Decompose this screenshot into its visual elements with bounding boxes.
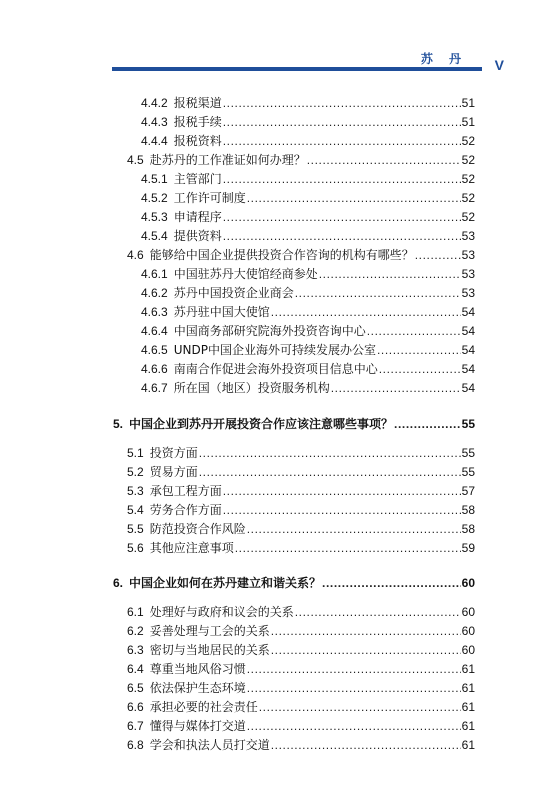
toc-entry[interactable] <box>127 464 475 480</box>
toc-entry-number: 6.6 <box>127 700 144 714</box>
toc-entry-page: 54 <box>461 305 475 319</box>
leader-dots <box>199 464 461 480</box>
toc-entry[interactable] <box>141 323 475 339</box>
leader-dots <box>367 323 461 339</box>
toc-entry-title: 防范投资合作风险 <box>149 522 246 536</box>
toc-entry-number: 4.4.4 <box>141 134 168 148</box>
toc-entry[interactable] <box>127 540 475 556</box>
toc-entry-title: 投资方面 <box>149 446 198 460</box>
leader-dots <box>235 540 461 556</box>
leader-dots <box>394 416 461 432</box>
leader-dots <box>295 604 461 620</box>
toc-entry[interactable] <box>127 152 475 168</box>
toc-entry[interactable] <box>127 483 475 499</box>
leader-dots <box>223 502 461 518</box>
toc-entry-title: 密切与当地居民的关系 <box>149 643 270 657</box>
toc-entry-page: 53 <box>461 229 475 243</box>
leader-dots <box>295 285 461 301</box>
leader-dots <box>259 699 461 715</box>
toc-entry-number: 4.6.7 <box>141 381 168 395</box>
toc-entry[interactable] <box>127 502 475 518</box>
leader-dots <box>223 133 461 149</box>
leader-dots <box>247 190 461 206</box>
leader-dots <box>223 171 461 187</box>
page-number: V <box>494 57 504 73</box>
toc-entry-number: 4.6.4 <box>141 324 168 338</box>
toc-entry-page: 60 <box>461 643 475 657</box>
leader-dots <box>247 680 461 696</box>
toc-entry-page: 51 <box>461 115 475 129</box>
toc-entry[interactable] <box>127 604 475 620</box>
toc-entry-page: 52 <box>461 210 475 224</box>
toc-entry[interactable] <box>141 361 475 377</box>
toc-entry-page: 54 <box>461 381 475 395</box>
toc-entry-page: 55 <box>461 465 475 479</box>
leader-dots <box>223 483 461 499</box>
toc-entry-title: 承包工程方面 <box>149 484 222 498</box>
toc-entry-number: 4.6.6 <box>141 362 168 376</box>
toc-entry-title: 申请程序 <box>173 210 222 224</box>
toc-entry[interactable] <box>141 285 475 301</box>
toc-entry-title: 报税手续 <box>173 115 222 129</box>
leader-dots <box>307 152 461 168</box>
running-header-country: 苏 丹 <box>420 52 467 66</box>
toc-entry-page: 58 <box>461 522 475 536</box>
toc-entry-number: 5.4 <box>127 503 144 517</box>
toc-entry-title: 贸易方面 <box>149 465 198 479</box>
leader-dots <box>223 114 461 130</box>
toc-entry-page: 52 <box>461 191 475 205</box>
toc-entry-number: 4.6.1 <box>141 267 168 281</box>
toc-entry-title: 承担必要的社会责任 <box>149 700 258 714</box>
toc-entry-title: 尊重当地风俗习惯 <box>149 662 246 676</box>
toc-entry-number: 4.6 <box>127 248 144 262</box>
toc-entry-number: 4.6.2 <box>141 286 168 300</box>
toc-entry[interactable] <box>141 190 475 206</box>
toc-entry[interactable] <box>127 521 475 537</box>
toc-entry-number: 4.5.3 <box>141 210 168 224</box>
toc-entry-page: 60 <box>461 576 475 590</box>
toc-entry[interactable] <box>141 133 475 149</box>
toc-entry-number: 5.2 <box>127 465 144 479</box>
toc-entry-title: 提供资料 <box>173 229 222 243</box>
leader-dots <box>271 623 461 639</box>
toc-chapter[interactable] <box>113 575 475 591</box>
toc-entry-title: 学会和执法人员打交道 <box>149 738 270 752</box>
leader-dots <box>271 304 461 320</box>
toc-entry-title: 其他应注意事项 <box>149 541 234 555</box>
toc-entry-title: 中国企业到苏丹开展投资合作应该注意哪些事项？ <box>129 417 394 431</box>
toc-entry-number: 4.5.1 <box>141 172 168 186</box>
toc-entry-number: 5.5 <box>127 522 144 536</box>
toc-entry-number: 6.5 <box>127 681 144 695</box>
toc-entry-page: 59 <box>461 541 475 555</box>
toc-entry-title: 劳务合作方面 <box>149 503 222 517</box>
toc-entry-page: 61 <box>461 719 475 733</box>
leader-dots <box>223 228 461 244</box>
toc-entry-title: 报税渠道 <box>173 96 222 110</box>
leader-dots <box>223 209 461 225</box>
toc-entry[interactable] <box>127 445 475 461</box>
toc-entry-title: 主管部门 <box>173 172 222 186</box>
toc-entry-page: 61 <box>461 662 475 676</box>
toc-entry-number: 6.3 <box>127 643 144 657</box>
header-rule <box>112 67 482 71</box>
leader-dots <box>415 247 461 263</box>
toc-entry-number: 4.6.3 <box>141 305 168 319</box>
toc-entry-page: 52 <box>461 134 475 148</box>
toc-entry[interactable] <box>141 209 475 225</box>
toc-entry-number: 4.5.2 <box>141 191 168 205</box>
leader-dots <box>199 445 461 461</box>
toc-entry-number: 4.5.4 <box>141 229 168 243</box>
toc-entry-page: 55 <box>461 446 475 460</box>
toc-entry-page: 52 <box>461 153 475 167</box>
toc-entry-title: 赴苏丹的工作准证如何办理？ <box>149 153 306 167</box>
leader-dots <box>271 642 461 658</box>
leader-dots <box>247 521 461 537</box>
toc-entry-number: 6.7 <box>127 719 144 733</box>
toc-entry-page: 57 <box>461 484 475 498</box>
toc-entry-number: 5.6 <box>127 541 144 555</box>
toc-entry-title: 所在国（地区）投资服务机构 <box>173 381 330 395</box>
toc-entry[interactable] <box>141 380 475 396</box>
toc-entry-page: 55 <box>461 417 475 431</box>
leader-dots <box>319 266 461 282</box>
toc-entry-title: 依法保护生态环境 <box>149 681 246 695</box>
leader-dots <box>223 95 461 111</box>
toc-entry-number: 5. <box>113 417 124 431</box>
toc-entry-title: 中国驻苏丹大使馆经商参处 <box>173 267 318 281</box>
toc-entry[interactable] <box>127 737 475 753</box>
toc-entry-number: 5.3 <box>127 484 144 498</box>
toc-entry-number: 4.4.3 <box>141 115 168 129</box>
toc-entry-title: 处理好与政府和议会的关系 <box>149 605 294 619</box>
leader-dots <box>331 380 461 396</box>
toc-entry-title: 中国商务部研究院海外投资咨询中心 <box>173 324 366 338</box>
toc-entry-title: UNDP中国企业海外可持续发展办公室 <box>173 343 376 357</box>
toc-entry-page: 54 <box>461 324 475 338</box>
toc-entry-page: 53 <box>461 267 475 281</box>
toc-entry-page: 52 <box>461 172 475 186</box>
toc-entry[interactable] <box>127 642 475 658</box>
toc-entry[interactable] <box>141 266 475 282</box>
toc-entry-number: 5.1 <box>127 446 144 460</box>
toc-entry-page: 53 <box>461 248 475 262</box>
toc-entry-title: 报税资料 <box>173 134 222 148</box>
toc-entry-title: 能够给中国企业提供投资合作咨询的机构有哪些？ <box>149 248 414 262</box>
toc-entry-page: 54 <box>461 362 475 376</box>
toc-entry[interactable] <box>141 304 475 320</box>
leader-dots <box>271 737 461 753</box>
toc-entry-page: 61 <box>461 681 475 695</box>
toc-entry-title: 懂得与媒体打交道 <box>149 719 246 733</box>
toc-entry-page: 54 <box>461 343 475 357</box>
toc-entry[interactable] <box>127 680 475 696</box>
toc-entry-number: 4.6.5 <box>141 343 168 357</box>
toc-entry-title: 妥善处理与工会的关系 <box>149 624 270 638</box>
toc-entry-page: 60 <box>461 605 475 619</box>
toc-entry-number: 6.4 <box>127 662 144 676</box>
toc-entry-page: 53 <box>461 286 475 300</box>
toc-entry[interactable] <box>141 342 475 358</box>
toc-chapter[interactable] <box>113 416 475 432</box>
toc-entry-number: 6.2 <box>127 624 144 638</box>
toc-entry-number: 4.5 <box>127 153 144 167</box>
toc-entry-title: 南南合作促进会海外投资项目信息中心 <box>173 362 378 376</box>
leader-dots <box>322 575 461 591</box>
toc-entry[interactable] <box>141 114 475 130</box>
leader-dots <box>247 718 461 734</box>
toc-entry[interactable] <box>141 171 475 187</box>
toc-entry-number: 6.1 <box>127 605 144 619</box>
toc-entry[interactable] <box>141 95 475 111</box>
toc-entry-number: 6. <box>113 576 124 590</box>
toc-entry[interactable] <box>127 247 475 263</box>
toc-entry[interactable] <box>141 228 475 244</box>
toc-entry-page: 61 <box>461 738 475 752</box>
toc-entry-number: 4.4.2 <box>141 96 168 110</box>
toc-entry[interactable] <box>127 699 475 715</box>
toc-entry-number: 6.8 <box>127 738 144 752</box>
toc-entry[interactable] <box>127 661 475 677</box>
toc-entry-title: 苏丹中国投资企业商会 <box>173 286 294 300</box>
leader-dots <box>377 342 461 358</box>
leader-dots <box>379 361 461 377</box>
toc-entry[interactable] <box>127 623 475 639</box>
toc-entry-title: 中国企业如何在苏丹建立和谐关系？ <box>129 576 322 590</box>
toc-entry-page: 58 <box>461 503 475 517</box>
toc-entry[interactable] <box>127 718 475 734</box>
leader-dots <box>247 661 461 677</box>
toc-entry-page: 60 <box>461 624 475 638</box>
toc-entry-page: 51 <box>461 96 475 110</box>
toc-entry-title: 苏丹驻中国大使馆 <box>173 305 270 319</box>
toc-entry-title: 工作许可制度 <box>173 191 246 205</box>
toc-entry-page: 61 <box>461 700 475 714</box>
